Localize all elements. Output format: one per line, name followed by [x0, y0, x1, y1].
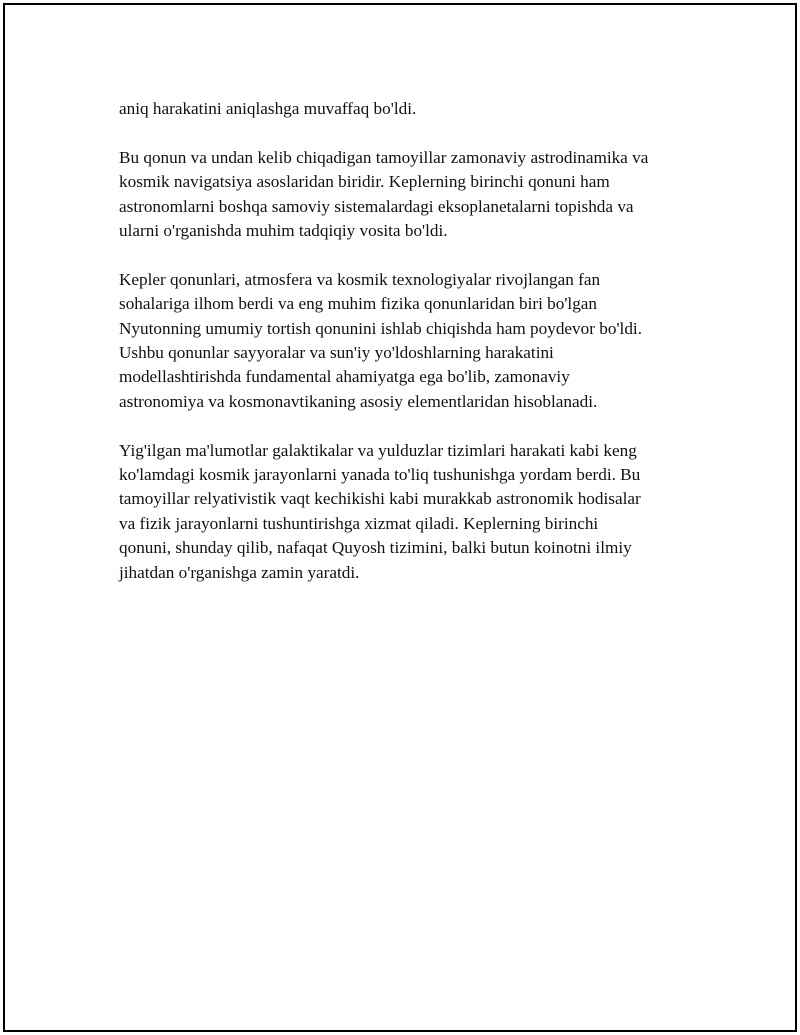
text-line: qonuni, shunday qilib, nafaqat Quyosh tizimini, balki butun koinotni ilmiy [119, 538, 632, 558]
paragraph-2 [119, 146, 699, 244]
paragraph-4 [119, 439, 699, 585]
text-line: jihatdan o'rganishga zamin yaratdi. [119, 562, 360, 582]
document-page [3, 3, 797, 1032]
text-line: tamoyillar relyativistik vaqt kechikishi kabi murakkab astronomik hodisalar [119, 489, 641, 509]
paragraph-3 [119, 268, 699, 414]
document-body [119, 97, 699, 609]
text-line: Kepler qonunlari, atmosfera va kosmik texnologiyalar rivojlangan fan [119, 269, 601, 289]
text-line: astronomiya va kosmonavtikaning asosiy elementlaridan hisoblanadi. [119, 391, 598, 411]
text-line: ularni o'rganishda muhim tadqiqiy vosita bo'ldi. [119, 221, 448, 241]
text-line: Nyutonning umumiy tortish qonunini ishlab chiqishda ham poydevor bo'ldi. [119, 318, 642, 338]
text-line: modellashtirishda fundamental ahamiyatga ega bo'lib, zamonaviy [119, 367, 570, 387]
text-line: Yig'ilgan ma'lumotlar galaktikalar va yulduzlar tizimlari harakati kabi keng [119, 440, 637, 460]
text-line: va fizik jarayonlarni tushuntirishga xizmat qiladi. Keplerning birinchi [119, 513, 599, 533]
text-line: Ushbu qonunlar sayyoralar va sun'iy yo'ldoshlarning harakatini [119, 343, 554, 363]
text-line: ko'lamdagi kosmik jarayonlarni yanada to'liq tushunishga yordam berdi. Bu [119, 465, 641, 485]
text-line: Bu qonun va undan kelib chiqadigan tamoyillar zamonaviy astrodinamika va [119, 147, 649, 167]
text-line: aniq harakatini aniqlashga muvaffaq bo'ldi. [119, 99, 417, 118]
text-line: kosmik navigatsiya asoslaridan biridir. Keplerning birinchi qonuni ham [119, 172, 610, 192]
text-line: sohalariga ilhom berdi va eng muhim fizika qonunlaridan biri bo'lgan [119, 294, 598, 314]
paragraph-1 [119, 97, 699, 121]
text-line: astronomlarni boshqa samoviy sistemalardagi eksoplanetalarni topishda va [119, 196, 634, 216]
